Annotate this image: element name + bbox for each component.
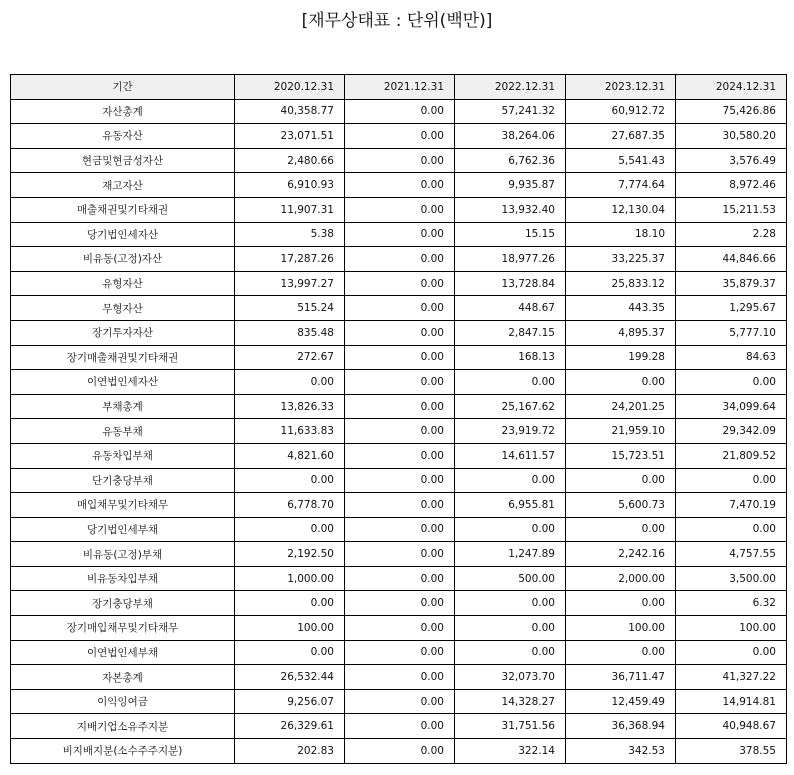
table-row [11, 739, 787, 764]
table-row [11, 493, 787, 518]
row-value: 13,997.27 [235, 271, 345, 296]
row-label: 이연법인세부채 [11, 640, 235, 665]
row-value: 36,368.94 [566, 714, 676, 739]
table-row [11, 517, 787, 542]
table-row [11, 714, 787, 739]
table-row [11, 124, 787, 149]
row-value: 199.28 [566, 345, 676, 370]
row-value: 13,932.40 [455, 197, 566, 222]
row-value: 15,723.51 [566, 443, 676, 468]
row-value: 515.24 [235, 296, 345, 321]
header-2020: 2020.12.31 [235, 75, 345, 100]
row-value: 0.00 [235, 640, 345, 665]
row-value: 25,833.12 [566, 271, 676, 296]
header-2023: 2023.12.31 [566, 75, 676, 100]
row-value: 0.00 [345, 419, 455, 444]
row-label: 장기충당부채 [11, 591, 235, 616]
table-row [11, 665, 787, 690]
row-value: 0.00 [566, 468, 676, 493]
row-value: 26,329.61 [235, 714, 345, 739]
row-label: 유동자산 [11, 124, 235, 149]
row-value: 14,611.57 [455, 443, 566, 468]
row-label: 유동차입부채 [11, 443, 235, 468]
row-value: 23,919.72 [455, 419, 566, 444]
row-label: 재고자산 [11, 173, 235, 198]
row-value: 15.15 [455, 222, 566, 247]
row-value: 0.00 [455, 591, 566, 616]
row-label: 이익잉여금 [11, 689, 235, 714]
row-value: 4,895.37 [566, 320, 676, 345]
table-row [11, 296, 787, 321]
row-value: 272.67 [235, 345, 345, 370]
row-value: 0.00 [345, 566, 455, 591]
row-value: 100.00 [676, 616, 787, 641]
row-value: 6,762.36 [455, 148, 566, 173]
row-value: 40,358.77 [235, 99, 345, 124]
row-value: 40,948.67 [676, 714, 787, 739]
row-label: 매출채권및기타채권 [11, 197, 235, 222]
row-value: 0.00 [345, 493, 455, 518]
row-value: 25,167.62 [455, 394, 566, 419]
row-value: 0.00 [235, 591, 345, 616]
row-value: 26,532.44 [235, 665, 345, 690]
row-value: 41,327.22 [676, 665, 787, 690]
row-value: 0.00 [345, 173, 455, 198]
row-value: 2,192.50 [235, 542, 345, 567]
row-value: 0.00 [345, 665, 455, 690]
row-value: 3,576.49 [676, 148, 787, 173]
row-value: 0.00 [566, 370, 676, 395]
row-label: 무형자산 [11, 296, 235, 321]
row-label: 장기투자자산 [11, 320, 235, 345]
row-value: 36,711.47 [566, 665, 676, 690]
row-value: 32,073.70 [455, 665, 566, 690]
row-value: 5,541.43 [566, 148, 676, 173]
row-value: 0.00 [676, 640, 787, 665]
row-value: 17,287.26 [235, 247, 345, 272]
row-value: 0.00 [455, 468, 566, 493]
balance-sheet-table [10, 74, 787, 764]
row-label: 자본총계 [11, 665, 235, 690]
row-value: 443.35 [566, 296, 676, 321]
header-period: 기간 [11, 75, 235, 100]
row-value: 21,959.10 [566, 419, 676, 444]
row-label: 장기매출채권및기타채권 [11, 345, 235, 370]
row-value: 1,000.00 [235, 566, 345, 591]
page-title: [재무상태표 : 단위(백만)] [301, 11, 493, 31]
row-value: 0.00 [345, 222, 455, 247]
row-value: 14,328.27 [455, 689, 566, 714]
row-value: 0.00 [676, 468, 787, 493]
row-value: 35,879.37 [676, 271, 787, 296]
row-value: 0.00 [345, 468, 455, 493]
row-value: 34,099.64 [676, 394, 787, 419]
row-value: 6,955.81 [455, 493, 566, 518]
row-value: 75,426.86 [676, 99, 787, 124]
table-header-row [11, 75, 787, 100]
table-row [11, 173, 787, 198]
row-value: 0.00 [345, 370, 455, 395]
row-value: 14,914.81 [676, 689, 787, 714]
row-value: 6,778.70 [235, 493, 345, 518]
row-value: 38,264.06 [455, 124, 566, 149]
row-value: 448.67 [455, 296, 566, 321]
row-value: 2,480.66 [235, 148, 345, 173]
row-value: 4,757.55 [676, 542, 787, 567]
row-label: 당기법인세자산 [11, 222, 235, 247]
row-value: 0.00 [235, 468, 345, 493]
table-row [11, 566, 787, 591]
row-value: 5,777.10 [676, 320, 787, 345]
row-value: 7,470.19 [676, 493, 787, 518]
row-value: 0.00 [345, 320, 455, 345]
row-value: 18,977.26 [455, 247, 566, 272]
row-value: 11,633.83 [235, 419, 345, 444]
row-value: 0.00 [345, 542, 455, 567]
row-value: 12,130.04 [566, 197, 676, 222]
row-value: 2,847.15 [455, 320, 566, 345]
row-value: 0.00 [676, 370, 787, 395]
table-body [11, 99, 787, 763]
row-value: 500.00 [455, 566, 566, 591]
row-value: 29,342.09 [676, 419, 787, 444]
row-value: 8,972.46 [676, 173, 787, 198]
row-value: 0.00 [455, 517, 566, 542]
table-row [11, 542, 787, 567]
table-row [11, 320, 787, 345]
row-value: 31,751.56 [455, 714, 566, 739]
table-row [11, 370, 787, 395]
table-row [11, 443, 787, 468]
row-value: 44,846.66 [676, 247, 787, 272]
row-label: 당기법인세부채 [11, 517, 235, 542]
row-label: 장기매입채무및기타채무 [11, 616, 235, 641]
row-label: 부채총계 [11, 394, 235, 419]
row-value: 60,912.72 [566, 99, 676, 124]
row-value: 0.00 [235, 370, 345, 395]
table-row [11, 148, 787, 173]
row-label: 비지배지분(소수주주지분) [11, 739, 235, 764]
row-value: 0.00 [455, 616, 566, 641]
table-row [11, 345, 787, 370]
row-value: 0.00 [345, 247, 455, 272]
row-value: 15,211.53 [676, 197, 787, 222]
row-label: 지배기업소유주지분 [11, 714, 235, 739]
row-value: 21,809.52 [676, 443, 787, 468]
row-value: 1,247.89 [455, 542, 566, 567]
row-value: 0.00 [345, 616, 455, 641]
row-value: 0.00 [345, 148, 455, 173]
row-value: 12,459.49 [566, 689, 676, 714]
row-label: 유동부채 [11, 419, 235, 444]
table-row [11, 616, 787, 641]
row-value: 100.00 [566, 616, 676, 641]
header-2024: 2024.12.31 [676, 75, 787, 100]
row-value: 0.00 [345, 99, 455, 124]
row-value: 0.00 [345, 591, 455, 616]
table-row [11, 271, 787, 296]
row-label: 단기충당부채 [11, 468, 235, 493]
row-value: 6.32 [676, 591, 787, 616]
table-row [11, 247, 787, 272]
table-row [11, 591, 787, 616]
row-value: 2,000.00 [566, 566, 676, 591]
row-value: 0.00 [345, 517, 455, 542]
table-row [11, 197, 787, 222]
row-value: 0.00 [455, 640, 566, 665]
row-value: 13,826.33 [235, 394, 345, 419]
row-value: 168.13 [455, 345, 566, 370]
table-row [11, 222, 787, 247]
row-label: 매입채무및기타채무 [11, 493, 235, 518]
row-value: 0.00 [345, 443, 455, 468]
row-value: 0.00 [345, 714, 455, 739]
table-row [11, 689, 787, 714]
row-value: 6,910.93 [235, 173, 345, 198]
row-value: 0.00 [345, 394, 455, 419]
row-value: 0.00 [345, 296, 455, 321]
table-row [11, 468, 787, 493]
row-value: 0.00 [235, 517, 345, 542]
table-row [11, 419, 787, 444]
row-value: 342.53 [566, 739, 676, 764]
row-value: 57,241.32 [455, 99, 566, 124]
row-value: 1,295.67 [676, 296, 787, 321]
row-value: 0.00 [455, 370, 566, 395]
row-label: 자산총계 [11, 99, 235, 124]
row-value: 3,500.00 [676, 566, 787, 591]
row-value: 0.00 [566, 591, 676, 616]
row-value: 100.00 [235, 616, 345, 641]
row-value: 0.00 [345, 271, 455, 296]
row-value: 378.55 [676, 739, 787, 764]
row-value: 24,201.25 [566, 394, 676, 419]
row-value: 23,071.51 [235, 124, 345, 149]
row-value: 5.38 [235, 222, 345, 247]
row-value: 0.00 [345, 124, 455, 149]
row-value: 11,907.31 [235, 197, 345, 222]
row-label: 유형자산 [11, 271, 235, 296]
row-label: 비유동(고정)자산 [11, 247, 235, 272]
row-value: 18.10 [566, 222, 676, 247]
row-value: 30,580.20 [676, 124, 787, 149]
row-value: 202.83 [235, 739, 345, 764]
row-value: 0.00 [345, 689, 455, 714]
row-value: 322.14 [455, 739, 566, 764]
header-2021: 2021.12.31 [345, 75, 455, 100]
row-value: 0.00 [345, 345, 455, 370]
row-value: 0.00 [566, 517, 676, 542]
row-value: 27,687.35 [566, 124, 676, 149]
table-row [11, 394, 787, 419]
row-value: 84.63 [676, 345, 787, 370]
row-value: 7,774.64 [566, 173, 676, 198]
row-value: 33,225.37 [566, 247, 676, 272]
table-row [11, 99, 787, 124]
row-value: 4,821.60 [235, 443, 345, 468]
row-value: 835.48 [235, 320, 345, 345]
row-value: 0.00 [345, 640, 455, 665]
row-value: 0.00 [676, 517, 787, 542]
row-label: 현금및현금성자산 [11, 148, 235, 173]
row-value: 0.00 [345, 197, 455, 222]
row-value: 13,728.84 [455, 271, 566, 296]
row-value: 0.00 [345, 739, 455, 764]
row-value: 2.28 [676, 222, 787, 247]
row-value: 2,242.16 [566, 542, 676, 567]
table-row [11, 640, 787, 665]
row-label: 비유동(고정)부채 [11, 542, 235, 567]
row-label: 이연법인세자산 [11, 370, 235, 395]
row-label: 비유동차입부채 [11, 566, 235, 591]
row-value: 0.00 [566, 640, 676, 665]
row-value: 9,935.87 [455, 173, 566, 198]
header-2022: 2022.12.31 [455, 75, 566, 100]
row-value: 9,256.07 [235, 689, 345, 714]
row-value: 5,600.73 [566, 493, 676, 518]
